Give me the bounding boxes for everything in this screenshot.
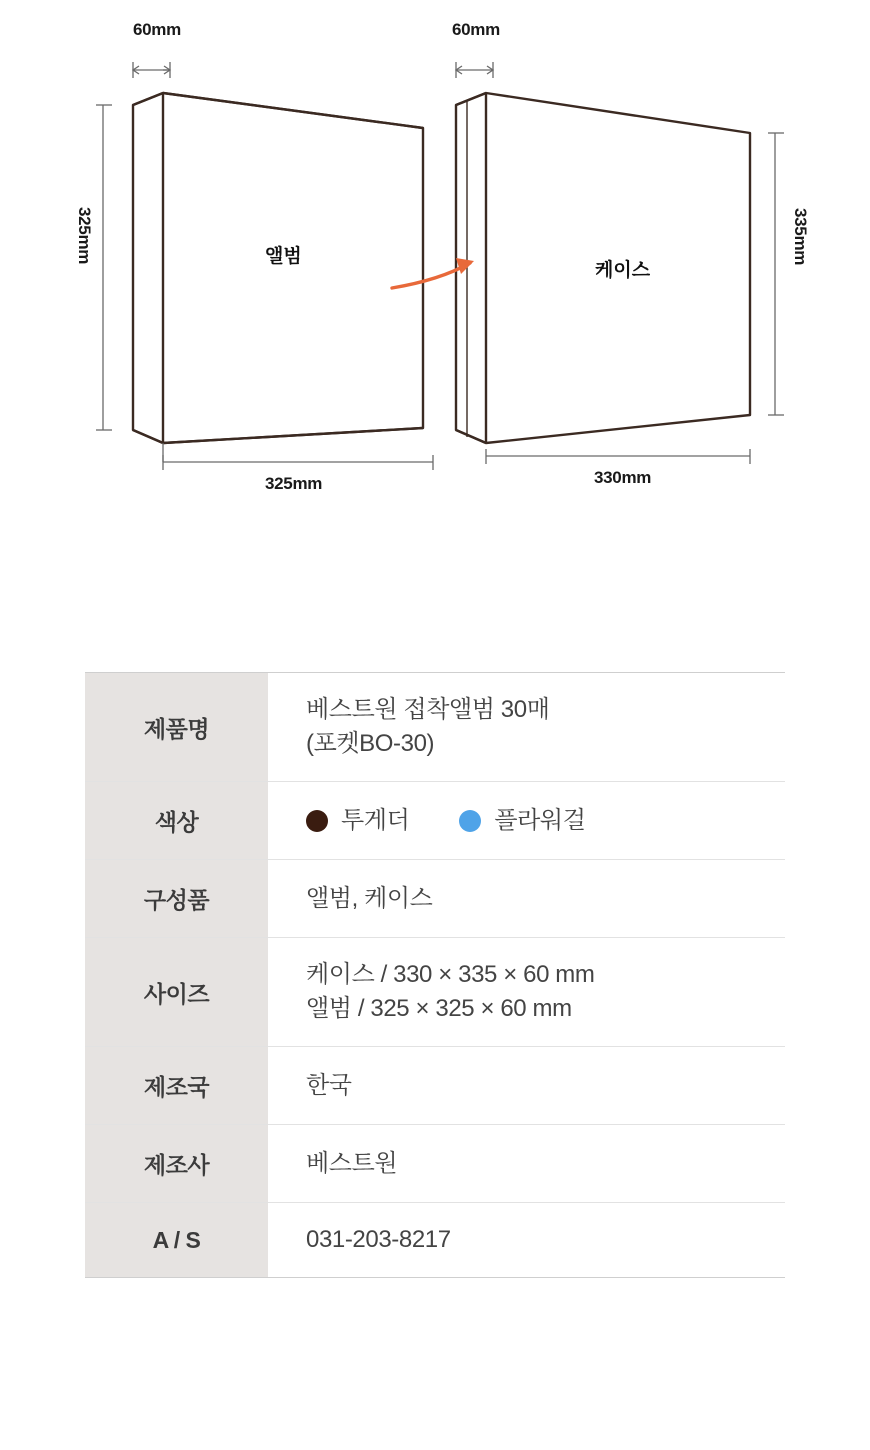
spec-label-components: 구성품	[85, 860, 268, 938]
color-name-flowergirl: 플라워걸	[494, 806, 586, 834]
album-box-outline	[133, 93, 423, 443]
table-row	[85, 860, 785, 938]
table-row	[85, 782, 785, 860]
insert-arrow-icon	[392, 258, 474, 288]
size-case: 케이스 / 330 × 335 × 60 mm	[306, 961, 595, 989]
color-option-flowergirl	[459, 804, 585, 838]
case-top-dimension-label: 60mm	[452, 20, 500, 39]
spec-label-country: 제조국	[85, 1047, 268, 1125]
case-label: 케이스	[595, 260, 651, 281]
product-name-line1: 베스트원 접착앨범 30매	[306, 696, 550, 723]
color-swatch-icon	[459, 810, 481, 832]
table-row	[85, 938, 785, 1047]
spec-label-size: 사이즈	[85, 938, 268, 1047]
album-width-dimension-label: 325mm	[265, 474, 323, 493]
album-label: 앨범	[265, 246, 302, 267]
spec-label-color: 색상	[85, 782, 268, 860]
color-swatch-icon	[306, 810, 328, 832]
size-album: 앨범 / 325 × 325 × 60 mm	[306, 995, 572, 1023]
case-width-dimension-label: 330mm	[594, 468, 652, 487]
table-row	[85, 1203, 785, 1278]
product-spec-table	[85, 672, 785, 1278]
album-top-dimension-label: 60mm	[133, 20, 181, 39]
diagram-svg	[0, 0, 870, 620]
color-name-together: 투게더	[341, 806, 410, 834]
table-row	[85, 1125, 785, 1203]
table-row	[85, 673, 785, 782]
spec-value-size	[268, 938, 785, 1047]
product-dimension-diagram	[0, 0, 870, 620]
spec-value-product-name	[268, 673, 785, 782]
spec-value-country: 한국	[268, 1047, 785, 1125]
spec-value-components: 앨범, 케이스	[268, 860, 785, 938]
spec-value-color	[268, 782, 785, 860]
spec-label-product-name: 제품명	[85, 673, 268, 782]
spec-label-manufacturer: 제조사	[85, 1125, 268, 1203]
table-row	[85, 1047, 785, 1125]
case-height-dimension-label: 335mm	[791, 208, 810, 266]
product-name-line2: (포켓BO-30)	[306, 730, 435, 758]
spec-label-as: A / S	[85, 1203, 268, 1278]
spec-value-as-phone: 031-203-8217	[268, 1203, 785, 1278]
color-option-together	[306, 804, 409, 838]
album-height-dimension-label: 325mm	[75, 207, 94, 265]
spec-value-manufacturer: 베스트원	[268, 1125, 785, 1203]
